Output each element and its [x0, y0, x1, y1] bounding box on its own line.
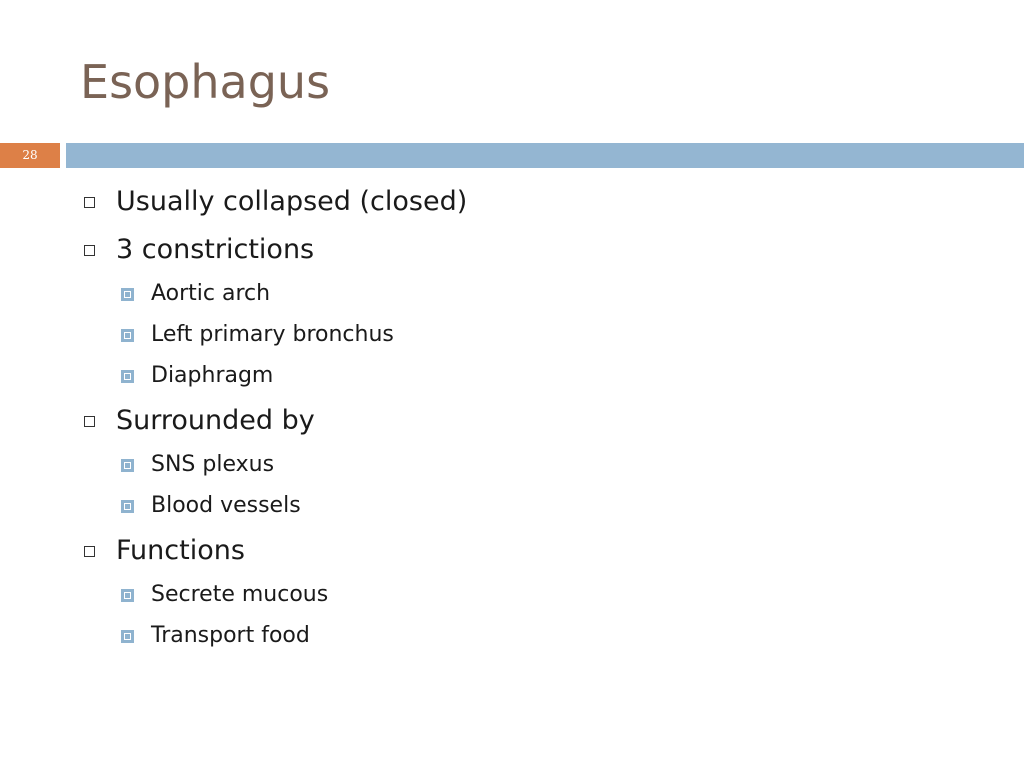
- square-bullet-icon: [121, 630, 134, 643]
- square-bullet-icon: [121, 500, 134, 513]
- sub-bullet-text: Secrete mucous: [151, 582, 329, 607]
- sub-bullet-text: SNS plexus: [151, 452, 275, 477]
- square-bullet-icon: [121, 370, 134, 383]
- bullet-text: Functions: [116, 535, 245, 566]
- header-bar: [66, 143, 1024, 168]
- sub-bullet-item: [80, 489, 980, 523]
- square-bullet-icon: [121, 288, 134, 301]
- sub-bullet-item: [80, 578, 980, 612]
- hollow-square-bullet-icon: [84, 197, 95, 208]
- sub-bullet-item: [80, 448, 980, 482]
- square-bullet-icon: [121, 589, 134, 602]
- bullet-list: [80, 182, 980, 653]
- sub-bullet-text: Left primary bronchus: [151, 322, 394, 347]
- slide-title: Esophagus: [80, 55, 331, 109]
- bullet-text: Surrounded by: [116, 405, 315, 436]
- bullet-item: [80, 401, 980, 441]
- square-bullet-icon: [121, 329, 134, 342]
- sub-bullet-item: [80, 277, 980, 311]
- sub-bullet-item: [80, 318, 980, 352]
- sub-bullet-item: [80, 619, 980, 653]
- bullet-item: [80, 531, 980, 571]
- hollow-square-bullet-icon: [84, 546, 95, 557]
- bullet-item: [80, 182, 980, 222]
- bullet-text: 3 constrictions: [116, 234, 315, 265]
- sub-bullet-text: Blood vessels: [151, 493, 301, 518]
- sub-bullet-item: [80, 359, 980, 393]
- hollow-square-bullet-icon: [84, 245, 95, 256]
- sub-bullet-text: Aortic arch: [151, 281, 271, 306]
- sub-bullet-text: Diaphragm: [151, 363, 274, 388]
- bullet-text: Usually collapsed (closed): [116, 186, 468, 217]
- hollow-square-bullet-icon: [84, 416, 95, 427]
- slide-number: 28: [0, 143, 60, 168]
- square-bullet-icon: [121, 459, 134, 472]
- sub-bullet-text: Transport food: [151, 623, 310, 648]
- bullet-item: [80, 230, 980, 270]
